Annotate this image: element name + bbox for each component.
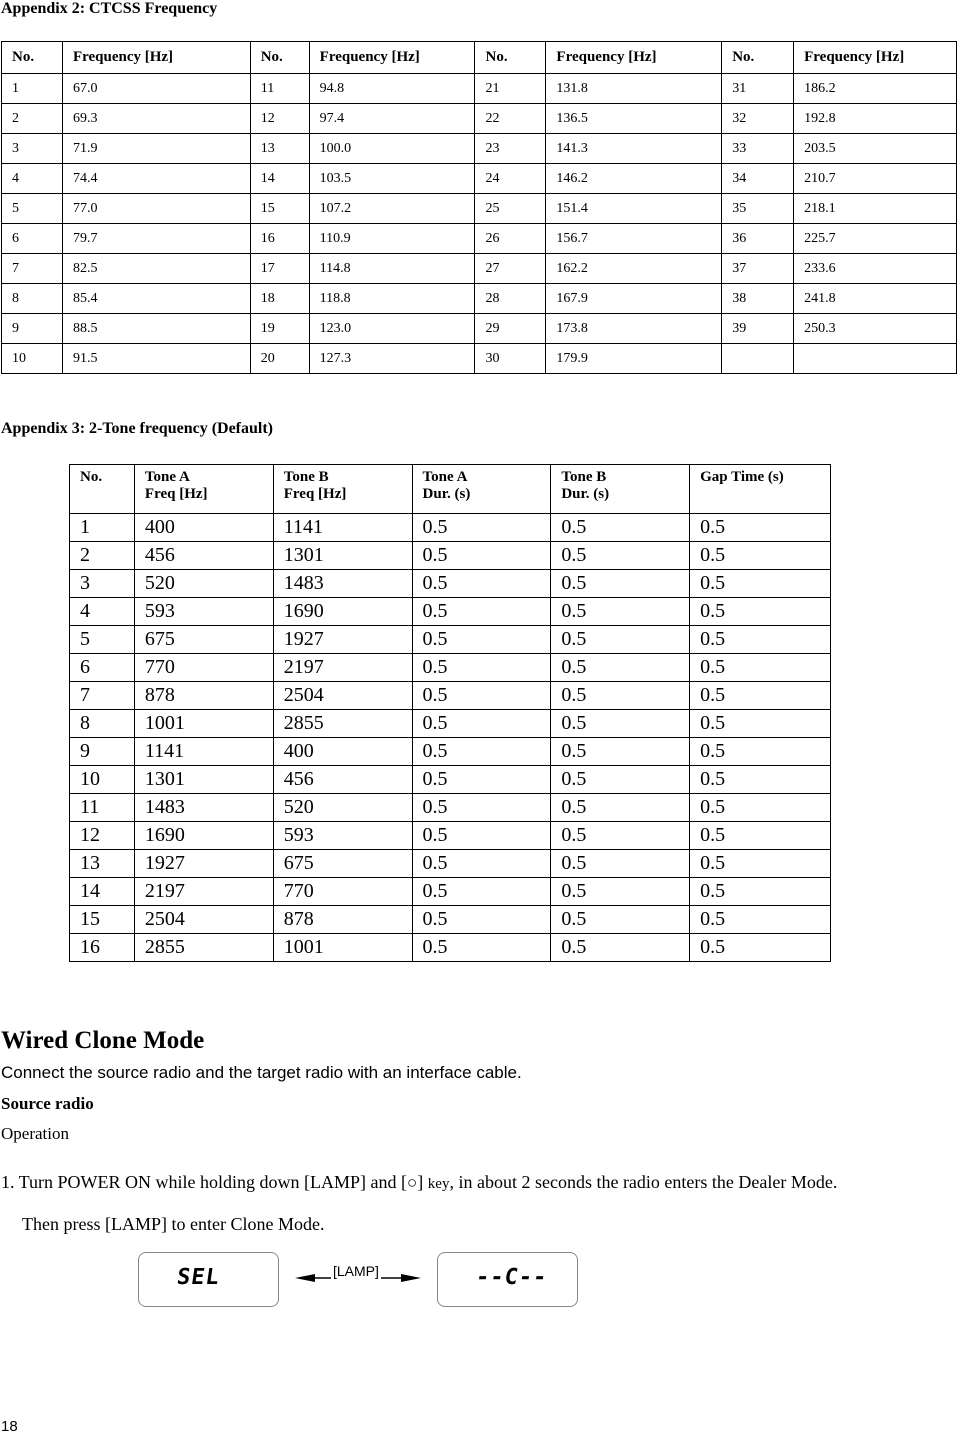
table-cell: 35 <box>722 194 794 224</box>
table-row <box>2 344 957 374</box>
table-cell: 74.4 <box>62 164 250 194</box>
table-cell: 0.5 <box>551 850 690 878</box>
clone-intro: Connect the source radio and the target radio with an interface cable. <box>1 1063 522 1082</box>
table-cell: 878 <box>273 906 412 934</box>
table-cell: 156.7 <box>546 224 722 254</box>
table-cell: 2 <box>2 104 63 134</box>
ctcss-header-cell: No. <box>2 42 63 74</box>
table-cell: 97.4 <box>309 104 475 134</box>
two-tone-header-cell <box>70 465 135 514</box>
table-cell: 0.5 <box>690 934 831 962</box>
table-row <box>70 598 831 626</box>
table-cell: 14 <box>70 878 135 906</box>
table-cell: 241.8 <box>794 284 957 314</box>
table-cell: 0.5 <box>690 710 831 738</box>
clone-subtitle: Source radio <box>1 1094 94 1113</box>
table-cell: 30 <box>475 344 546 374</box>
table-cell: 2197 <box>134 878 273 906</box>
table-cell: 0.5 <box>551 766 690 794</box>
table-row <box>2 74 957 104</box>
table-cell: 593 <box>134 598 273 626</box>
table-cell: 520 <box>134 570 273 598</box>
lcd-clone-text: --C-- <box>474 1265 549 1290</box>
table-cell: 8 <box>70 710 135 738</box>
table-cell: 179.9 <box>546 344 722 374</box>
table-row <box>70 626 831 654</box>
step1-text-c: , in about 2 seconds the radio enters the Dealer Mode. <box>449 1172 838 1192</box>
header-line: Tone A <box>422 469 468 485</box>
table-cell: 3 <box>70 570 135 598</box>
table-cell: 0.5 <box>412 654 551 682</box>
table-cell: 0.5 <box>690 878 831 906</box>
table-cell: 2504 <box>273 682 412 710</box>
table-cell: 0.5 <box>690 570 831 598</box>
header-line: Tone B <box>561 469 607 485</box>
header-line: Freq [Hz] <box>144 486 208 502</box>
table-cell: 2855 <box>134 934 273 962</box>
table-cell: 94.8 <box>309 74 475 104</box>
table-cell: 82.5 <box>62 254 250 284</box>
step1-key-word: key <box>427 1176 450 1192</box>
table-cell: 39 <box>722 314 794 344</box>
table-cell: 69.3 <box>62 104 250 134</box>
table-cell: 0.5 <box>551 654 690 682</box>
table-cell: 1690 <box>134 822 273 850</box>
table-cell: 0.5 <box>412 542 551 570</box>
table-cell: 456 <box>134 542 273 570</box>
table-cell: 0.5 <box>412 570 551 598</box>
table-row <box>70 850 831 878</box>
table-cell: 9 <box>70 738 135 766</box>
two-tone-header-cell <box>273 465 412 514</box>
table-cell: 0.5 <box>551 598 690 626</box>
table-row <box>70 934 831 962</box>
table-cell: 0.5 <box>690 766 831 794</box>
table-cell: 36 <box>722 224 794 254</box>
table-cell: 1690 <box>273 598 412 626</box>
table-row <box>70 738 831 766</box>
table-cell: 131.8 <box>546 74 722 104</box>
arrow-lamp-label: [LAMP] <box>333 1263 379 1279</box>
lcd-sel-text: SEL <box>175 1265 222 1290</box>
table-cell: 71.9 <box>62 134 250 164</box>
table-row <box>70 514 831 542</box>
table-row <box>70 822 831 850</box>
table-row <box>70 570 831 598</box>
table-cell: 186.2 <box>794 74 957 104</box>
table-cell: 0.5 <box>690 822 831 850</box>
table-cell: 38 <box>722 284 794 314</box>
two-tone-header-cell <box>134 465 273 514</box>
table-cell: 210.7 <box>794 164 957 194</box>
table-cell: 0.5 <box>551 682 690 710</box>
table-cell: 22 <box>475 104 546 134</box>
table-cell: 8 <box>2 284 63 314</box>
table-cell: 77.0 <box>62 194 250 224</box>
table-cell: 520 <box>273 794 412 822</box>
appendix2-title: Appendix 2: CTCSS Frequency <box>1 0 218 17</box>
table-cell: 1141 <box>134 738 273 766</box>
table-cell: 400 <box>273 738 412 766</box>
table-cell: 7 <box>70 682 135 710</box>
table-cell: 770 <box>273 878 412 906</box>
table-cell: 127.3 <box>309 344 475 374</box>
ctcss-header-cell: Frequency [Hz] <box>309 42 475 74</box>
table-cell: 0.5 <box>690 626 831 654</box>
table-cell: 31 <box>722 74 794 104</box>
table-cell: 0.5 <box>551 794 690 822</box>
table-cell: 0.5 <box>690 682 831 710</box>
header-line: Tone B <box>283 469 329 485</box>
table-cell: 123.0 <box>309 314 475 344</box>
table-cell: 162.2 <box>546 254 722 284</box>
table-cell: 11 <box>250 74 309 104</box>
table-cell: 0.5 <box>690 654 831 682</box>
table-cell: 91.5 <box>62 344 250 374</box>
table-cell: 17 <box>250 254 309 284</box>
table-cell <box>722 344 794 374</box>
clone-step-1 <box>1 1172 837 1193</box>
table-cell: 0.5 <box>412 934 551 962</box>
table-cell: 5 <box>2 194 63 224</box>
table-row <box>2 314 957 344</box>
page-number: 18 <box>1 1418 18 1435</box>
table-cell: 67.0 <box>62 74 250 104</box>
table-cell: 233.6 <box>794 254 957 284</box>
ctcss-table <box>1 41 957 374</box>
table-cell: 100.0 <box>309 134 475 164</box>
lcd-display-sel <box>138 1252 279 1307</box>
table-row <box>2 194 957 224</box>
ctcss-header-cell: Frequency [Hz] <box>546 42 722 74</box>
table-cell: 10 <box>70 766 135 794</box>
two-tone-header-row <box>70 465 831 514</box>
table-cell: 0.5 <box>551 514 690 542</box>
table-cell: 0.5 <box>412 514 551 542</box>
table-cell: 2 <box>70 542 135 570</box>
two-tone-table <box>69 464 831 962</box>
table-cell: 225.7 <box>794 224 957 254</box>
table-cell: 10 <box>2 344 63 374</box>
table-cell: 37 <box>722 254 794 284</box>
table-cell: 203.5 <box>794 134 957 164</box>
table-cell: 192.8 <box>794 104 957 134</box>
table-cell: 0.5 <box>690 542 831 570</box>
table-cell: 23 <box>475 134 546 164</box>
table-cell: 107.2 <box>309 194 475 224</box>
table-cell: 24 <box>475 164 546 194</box>
table-cell: 0.5 <box>412 878 551 906</box>
table-cell: 173.8 <box>546 314 722 344</box>
table-cell: 26 <box>475 224 546 254</box>
table-cell: 14 <box>250 164 309 194</box>
table-cell: 88.5 <box>62 314 250 344</box>
table-cell: 0.5 <box>551 626 690 654</box>
table-cell: 18 <box>250 284 309 314</box>
table-cell: 136.5 <box>546 104 722 134</box>
table-cell: 1141 <box>273 514 412 542</box>
table-cell: 0.5 <box>412 710 551 738</box>
table-row <box>70 878 831 906</box>
table-row <box>2 164 957 194</box>
two-tone-header-cell <box>690 465 831 514</box>
table-cell: 878 <box>134 682 273 710</box>
table-cell: 0.5 <box>690 598 831 626</box>
table-cell: 9 <box>2 314 63 344</box>
table-cell: 110.9 <box>309 224 475 254</box>
table-cell: 141.3 <box>546 134 722 164</box>
table-cell: 13 <box>250 134 309 164</box>
table-cell: 151.4 <box>546 194 722 224</box>
table-cell: 118.8 <box>309 284 475 314</box>
table-cell: 6 <box>2 224 63 254</box>
table-row <box>2 104 957 134</box>
table-cell: 3 <box>2 134 63 164</box>
table-cell: 13 <box>70 850 135 878</box>
ctcss-header-cell: Frequency [Hz] <box>62 42 250 74</box>
table-cell: 2855 <box>273 710 412 738</box>
table-cell: 250.3 <box>794 314 957 344</box>
table-cell: 0.5 <box>412 822 551 850</box>
header-line: Tone A <box>144 469 190 485</box>
table-cell: 0.5 <box>551 570 690 598</box>
table-cell: 0.5 <box>412 766 551 794</box>
ctcss-header-row <box>2 42 957 74</box>
table-cell: 27 <box>475 254 546 284</box>
table-cell: 0.5 <box>412 682 551 710</box>
table-cell: 4 <box>70 598 135 626</box>
ctcss-header-cell: No. <box>250 42 309 74</box>
table-cell: 1301 <box>134 766 273 794</box>
table-cell: 0.5 <box>412 794 551 822</box>
table-cell: 675 <box>273 850 412 878</box>
table-cell: 0.5 <box>412 850 551 878</box>
table-cell: 0.5 <box>690 738 831 766</box>
header-line: Freq [Hz] <box>283 486 347 502</box>
table-cell: 28 <box>475 284 546 314</box>
header-line: Gap Time (s) <box>700 469 784 485</box>
table-cell: 0.5 <box>690 514 831 542</box>
table-cell: 0.5 <box>690 850 831 878</box>
table-cell: 29 <box>475 314 546 344</box>
table-cell: 11 <box>70 794 135 822</box>
header-line: No. <box>80 469 103 485</box>
table-cell: 146.2 <box>546 164 722 194</box>
table-cell: 32 <box>722 104 794 134</box>
two-tone-header-cell <box>551 465 690 514</box>
lcd-display-clone <box>437 1252 578 1307</box>
table-cell: 25 <box>475 194 546 224</box>
table-cell: 2504 <box>134 906 273 934</box>
table-cell: 20 <box>250 344 309 374</box>
clone-step-1-line2: Then press [LAMP] to enter Clone Mode. <box>22 1214 325 1234</box>
table-cell: 0.5 <box>412 738 551 766</box>
table-cell: 6 <box>70 654 135 682</box>
table-cell: 1927 <box>273 626 412 654</box>
table-cell: 1483 <box>273 570 412 598</box>
table-cell: 0.5 <box>551 822 690 850</box>
table-cell: 85.4 <box>62 284 250 314</box>
table-cell: 0.5 <box>551 934 690 962</box>
table-cell: 675 <box>134 626 273 654</box>
table-cell: 1001 <box>134 710 273 738</box>
table-row <box>2 254 957 284</box>
table-cell: 19 <box>250 314 309 344</box>
table-cell: 103.5 <box>309 164 475 194</box>
table-cell: 0.5 <box>551 542 690 570</box>
table-cell: 0.5 <box>551 710 690 738</box>
appendix3-title: Appendix 3: 2-Tone frequency (Default) <box>1 420 274 437</box>
table-cell: 1301 <box>273 542 412 570</box>
table-cell: 33 <box>722 134 794 164</box>
table-row <box>70 542 831 570</box>
table-cell: 0.5 <box>412 626 551 654</box>
table-cell: 34 <box>722 164 794 194</box>
table-row <box>70 794 831 822</box>
table-row <box>2 134 957 164</box>
ctcss-header-cell: No. <box>475 42 546 74</box>
table-cell: 167.9 <box>546 284 722 314</box>
table-cell: 1 <box>70 514 135 542</box>
table-row <box>2 284 957 314</box>
table-cell: 1001 <box>273 934 412 962</box>
ctcss-header-cell: Frequency [Hz] <box>794 42 957 74</box>
table-cell: 1927 <box>134 850 273 878</box>
table-cell: 1 <box>2 74 63 104</box>
table-cell: 593 <box>273 822 412 850</box>
table-cell: 400 <box>134 514 273 542</box>
table-cell: 15 <box>70 906 135 934</box>
table-cell: 0.5 <box>551 878 690 906</box>
table-cell: 16 <box>70 934 135 962</box>
table-cell: 0.5 <box>412 906 551 934</box>
table-cell <box>794 344 957 374</box>
table-cell: 218.1 <box>794 194 957 224</box>
table-cell: 0.5 <box>690 906 831 934</box>
table-row <box>70 654 831 682</box>
table-row <box>70 766 831 794</box>
table-cell: 0.5 <box>551 906 690 934</box>
table-row <box>2 224 957 254</box>
header-line: Dur. (s) <box>422 486 471 502</box>
table-row <box>70 906 831 934</box>
table-cell: 0.5 <box>551 738 690 766</box>
table-cell: 12 <box>250 104 309 134</box>
ctcss-header-cell: No. <box>722 42 794 74</box>
table-cell: 5 <box>70 626 135 654</box>
table-cell: 1483 <box>134 794 273 822</box>
table-cell: 7 <box>2 254 63 284</box>
table-cell: 770 <box>134 654 273 682</box>
table-cell: 0.5 <box>412 598 551 626</box>
table-cell: 16 <box>250 224 309 254</box>
table-cell: 456 <box>273 766 412 794</box>
table-cell: 12 <box>70 822 135 850</box>
table-cell: 79.7 <box>62 224 250 254</box>
clone-section-title: Wired Clone Mode <box>1 1027 205 1054</box>
step1-text-b: ] <box>417 1172 428 1192</box>
circle-key-icon: ○ <box>407 1173 418 1192</box>
clone-operation-label: Operation <box>1 1124 69 1143</box>
table-row <box>70 710 831 738</box>
table-cell: 0.5 <box>690 794 831 822</box>
table-cell: 114.8 <box>309 254 475 284</box>
two-tone-header-cell <box>412 465 551 514</box>
header-line: Dur. (s) <box>561 486 610 502</box>
table-cell: 2197 <box>273 654 412 682</box>
table-cell: 4 <box>2 164 63 194</box>
step1-text-a: 1. Turn POWER ON while holding down [LAMP] and [ <box>1 1172 408 1192</box>
table-cell: 15 <box>250 194 309 224</box>
table-row <box>70 682 831 710</box>
table-cell: 21 <box>475 74 546 104</box>
